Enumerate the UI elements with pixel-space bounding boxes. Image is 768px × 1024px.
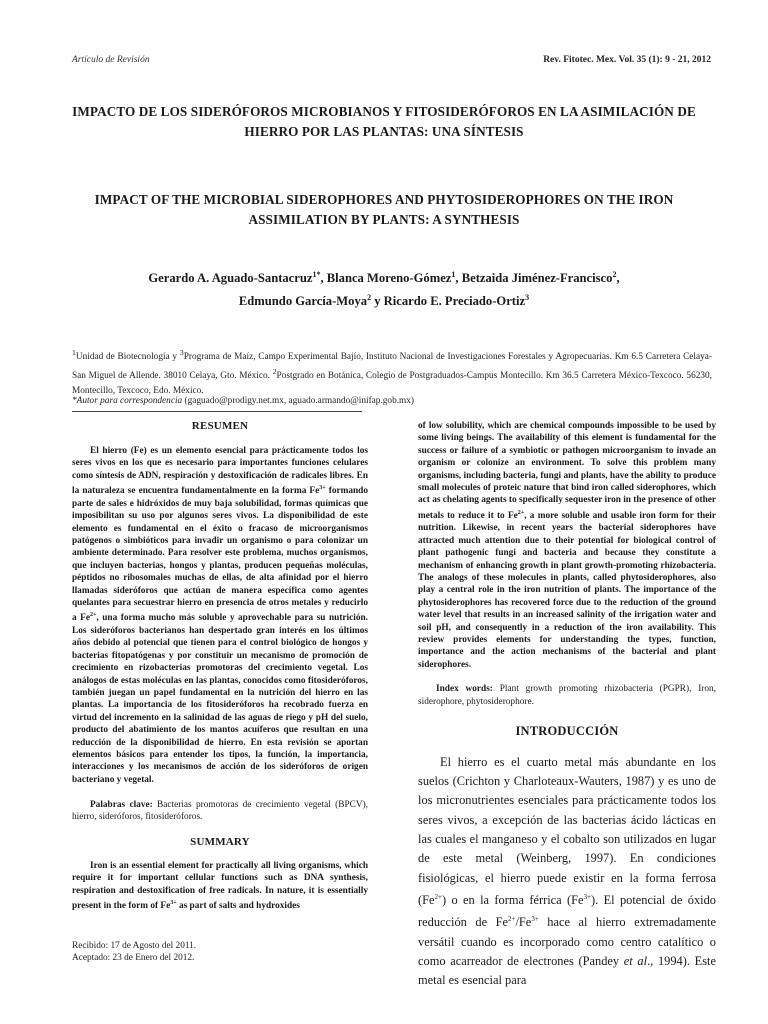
summary-text: , a more soluble and usable iron form for their nutrition. Likewise, in recent years the bacterial siderophores have attracted much attention due to their potential for biological control of plant pathogenic fungi and bacteria and because they constitute a mechanism of enhancing growth in plant growth-promoting rhizobacteria. The analogs of these molecules in plants, called phytosiderophores, also play a central role in the iron nutrition of plants. The importance of the phytosiderophores has recovered force due to the reduction of the ground water level that results in an increased salinity of the irrigation water and soil pH, and consequently in a reduction of the iron availability. This review provides elements for understanding the types, function, importance and the action mechanisms of the bacterial and plant siderophores. <box>418 510 716 670</box>
accepted-date: Aceptado: 23 de Enero del 2012. <box>72 953 195 964</box>
resumen-paragraph <box>72 445 368 786</box>
affiliation-text: Programa de Maíz, Campo Experimental Bajío, Instituto Nacional de Investigaciones Forestales y Agropecuarias. Km 6.5 Carretera Celaya-San Miguel de Allende. 38010 Celaya, Gto. México. <box>72 352 713 381</box>
running-header-journal: Rev. Fitotec. Mex. Vol. 35 (1): 9 - 21, 2012 <box>543 55 711 65</box>
left-column <box>72 420 368 912</box>
author-affiliation-mark: 1* <box>312 270 321 279</box>
correspondence-label: *Autor para correspondencia <box>72 396 183 406</box>
author-affiliation-mark: 2 <box>367 293 372 303</box>
summary-text: of low solubility, which are chemical compounds impossible to be used by some living beings. The availability of this element is fundamental for the success or failure of a symbiotic or pathogen microorganism to invade an organism or colonize an environment. To solve this problem many organisms, including bacteria, fungi and plants, have the ability to produce small molecules of proteic nature that bind iron called siderophores, which act as chelating agents to specifically sequester iron in the presence of other metals to reduce it to Fe <box>418 421 716 521</box>
superscript: 3+ <box>583 892 591 901</box>
intro-text: ). El potencial de óxido reducción de Fe <box>418 893 716 930</box>
intro-text: hace al hierro extremadamente versátil cuando es incorporado como centro catalítico o como acarreador de electrones (Pandey <box>418 915 716 969</box>
title-english <box>60 190 708 230</box>
introduccion-heading: INTRODUCCIÓN <box>515 723 619 738</box>
title-es-line1: IMPACTO DE LOS SIDERÓFOROS MICROBIANOS Y FITOSIDERÓFOROS EN LA ASIMILACIÓN DE <box>72 104 696 119</box>
superscript: 2+ <box>434 892 442 901</box>
index-words-label: Index words: <box>436 684 493 695</box>
superscript: 2+ <box>89 612 97 619</box>
palabras-clave-text: Bacterias promotoras de crecimiento vegetal (BPCV), hierro, sideróforos, fitosideróforos. <box>72 800 368 823</box>
title-spanish <box>60 102 708 142</box>
author-list <box>60 265 708 311</box>
affiliation-text: Postgrado en Botánica, Colegio de Postgraduados-Campus Montecillo. Km 36.5 Carretera México-Texcoco. 56230, Montecillo, Texcoco, Edo. México. <box>72 370 713 396</box>
superscript: 3+ <box>531 915 539 924</box>
header-divider <box>72 411 362 412</box>
resumen-text: formando parte de sales e hidróxidos de muy baja solubilidad, formas químicas que imposibilitan su uso por algunos seres vivos. La disponibilidad de este elemento es fundamental en el éxito o fracaso de microorganismos patógenos o simbióticos para invadir un organismo o para colonizar un ambiente determinado. Para resolver este problema, muchos organismos, que incluyen bacterias, hongos y plantas, producen pequeñas moléculas, péptidos no ribosomales muchas de ellas, de alta afinidad por el hierro llamadas sideróforos que actúan de manera específica como agentes quelantes para secuestrar hierro en presencia de otros metales y reducirlo a Fe <box>72 486 368 624</box>
author-affiliation-mark: 3 <box>525 293 530 303</box>
intro-text: ) o en la forma férrica (Fe <box>441 893 584 908</box>
title-en-line1: IMPACT OF THE MICROBIAL SIDEROPHORES AND PHYTOSIDEROPHORES ON THE IRON <box>94 192 674 207</box>
affiliation-mark: 3 <box>179 348 184 357</box>
author-line2 <box>60 288 708 311</box>
title-en-line2: ASSIMILATION BY PLANTS: A SYNTHESIS <box>248 212 520 227</box>
index-words <box>418 683 716 708</box>
superscript: 2+ <box>508 915 516 924</box>
right-column <box>418 420 716 991</box>
introduccion-paragraph <box>418 753 716 991</box>
title-es-line2: HIERRO POR LAS PLANTAS: UNA SÍNTESIS <box>244 124 524 139</box>
author-name: , Betzaida Jiménez-Francisco <box>455 271 613 286</box>
received-date: Recibido: 17 de Agosto del 2011. <box>72 941 197 951</box>
superscript: 3+ <box>319 485 326 492</box>
author-affiliation-mark: 2 <box>612 270 617 279</box>
intro-text: El hierro es el cuarto metal más abundante en los suelos (Crichton y Charloteaux-Wauters, 1987) y es uno de los micronutrientes esenciales para prácticamente todos los seres vivos, a excepción de las bacterias ácido lácticas en las cuales el manganeso y el cobalto son utilizados en lugar de este metal (Weinberg, 1997). En condiciones fisiológicas, el hierro puede existir en la forma ferrosa (Fe <box>418 754 716 908</box>
affiliation-mark: 1 <box>72 348 76 357</box>
author-name: Gerardo A. Aguado-Santacruz <box>148 271 313 286</box>
affiliation-text: Unidad de Biotecnología y <box>75 352 180 363</box>
affiliation-mark: 2 <box>272 366 277 376</box>
author-name: , Blanca Moreno-Gómez <box>320 271 452 286</box>
running-header-section: Artículo de Revisión <box>72 55 150 65</box>
summary-text: as part of salts and hydroxides <box>176 901 300 912</box>
author-name: y Ricardo E. Preciado-Ortiz <box>371 294 526 309</box>
correspondence-note <box>72 396 712 406</box>
summary-heading: SUMMARY <box>190 835 250 848</box>
intro-text: ., 1994). Este metal es esencial para <box>418 954 716 988</box>
summary-paragraph <box>72 860 368 913</box>
author-name: Edmundo García-Moya <box>238 294 368 309</box>
author-affiliation-mark: 1 <box>451 270 456 279</box>
resumen-text: El hierro (Fe) es un elemento esencial para prácticamente todos los seres vivos en los que es necesario para importantes funciones celulares como síntesis de ADN, respiración y destoxificación de radicales libres. En la naturaleza se encuentra fundamentalmente en la forma Fe <box>72 446 368 497</box>
index-words-text: Plant growth promoting rhizobacteria (PGPR), Iron, siderophore, phytosiderophore. <box>418 684 717 707</box>
summary-text: Iron is an essential element for practically all living organisms, which require it for important cellular functions such as DNA synthesis, respiration and destoxification of free radicals. In nature, it is essentially present in the form of Fe <box>72 860 368 912</box>
intro-text: /Fe <box>515 915 532 930</box>
superscript: 2+ <box>517 509 525 516</box>
affiliations <box>72 346 712 398</box>
received-dates <box>72 940 196 964</box>
author-line1 <box>60 265 708 288</box>
summary-continuation <box>418 420 716 671</box>
palabras-clave-label: Palabras clave: <box>90 800 153 811</box>
resumen-text: , una forma mucho más soluble y aprovechable para su nutrición. Los sideróforos bacterianos han despertado gran interés en los últimos años debido al potencial que tienen para el control biológico de hongos y bacterias fitopatógenas y por constituir un mecanismo de promoción de crecimiento en rizobacterias promotoras del crecimiento vegetal. Los análogos de estas moléculas en las plantas, conocidos como fitosideróforos, también juegan un papel fundamental en la nutrición del hierro en las plantas. La importancia de los fitosideróforos ha recobrado fuerza en virtud del incremento en la salinidad de las aguas de riego y pH del suelo, producto del abatimiento de los mantos acuíferos que resultan en una reducción de la disponibilidad de hierro. En esta revisión se aportan elementos básicos para entender los tipos, la función, la importancia, interacciones y los mecanismos de acción de los sideróforos de origen bacteriano y vegetal. <box>72 613 368 785</box>
resumen-heading: RESUMEN <box>191 420 249 432</box>
correspondence-emails: (gaguado@prodigy.net.mx, aguado.armando@inifap.gob.mx) <box>182 396 415 406</box>
author-separator: , <box>616 271 620 286</box>
superscript: 3+ <box>170 899 177 906</box>
intro-italic: et al <box>623 954 648 969</box>
palabras-clave <box>72 799 368 824</box>
